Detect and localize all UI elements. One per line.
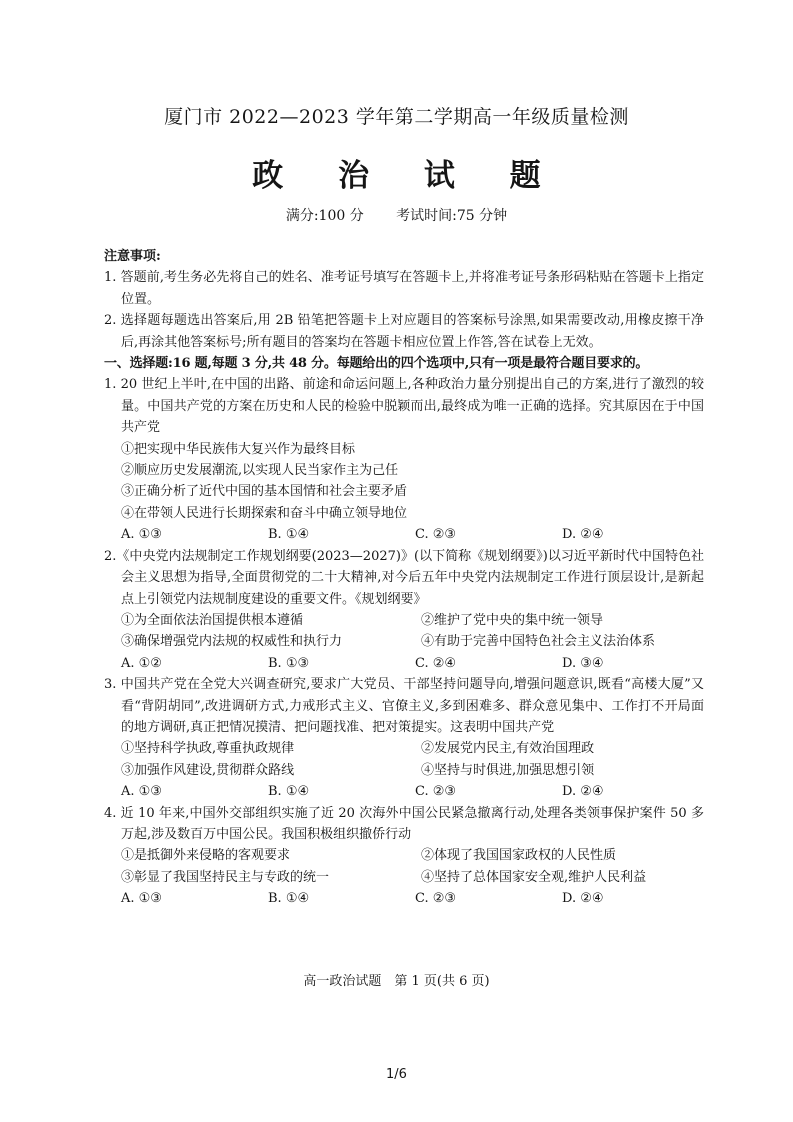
statement-list (104, 439, 704, 525)
exam-content (104, 246, 704, 910)
option-row (104, 653, 704, 674)
option-d: D. ②④ (562, 527, 604, 543)
notice-heading: 注意事项: (104, 249, 161, 264)
option-d: D. ③④ (562, 655, 604, 671)
statement: ②体现了我国国家政权的人民性质 (421, 848, 617, 864)
statement: ①把实现中华民族伟大复兴作为最终目标 (121, 441, 356, 457)
statement: ③确保增强党内法规的权威性和执行力 (121, 634, 343, 650)
statement: ④有助于完善中国特色社会主义法治体系 (421, 634, 656, 650)
option-row (104, 781, 704, 802)
page-number: 1/6 (386, 1067, 407, 1082)
question-stem: 4. 近 10 年来,中国外交部组织实施了近 20 次海外中国公民紧急撤离行动,处理各类领事保护案件 50 多万起,涉及数百万中国公民。我国积极组织撤侨行动 (104, 805, 704, 842)
statement: ④坚持了总体国家安全观,维护人民利益 (421, 869, 647, 885)
question-stem: 2.《中央党内法规制定工作规划纲要(2023—2027)》(以下简称《规划纲要》)以习近平新时代中国特色社会主义思想为指导,全面贯彻党的二十大精神,对今后五年中央党内法规制定工作进行顶层设计,是新起点上引领党内法规制度建设的重要文件。《规划纲要》 (104, 548, 704, 607)
option-b: B. ①④ (268, 527, 310, 543)
option-row (104, 524, 704, 545)
full-score: 满分:100 分 (285, 208, 364, 224)
exam-time: 考试时间:75 分钟 (396, 208, 508, 224)
option-b: B. ①④ (268, 784, 310, 800)
option-a: A. ①③ (121, 784, 162, 800)
statement: ①坚持科学执政,尊重执政规律 (121, 741, 295, 757)
option-row (104, 888, 704, 909)
statement: ④在带领人民进行长期探索和奋斗中确立领导地位 (121, 505, 408, 521)
option-b: B. ①④ (268, 891, 310, 907)
option-d: D. ②④ (562, 784, 604, 800)
notice-item: 2. 选择题每题选出答案后,用 2B 铅笔把答题卡上对应题目的答案标号涂黑,如果需要改动,用橡皮擦干净后,再涂其他答案标号;所有题目的答案均在答题卡相应位置上作答,答在试卷上无效。 (104, 313, 704, 350)
statement: ②顺应历史发展潮流,以实现人民当家作主为己任 (121, 463, 399, 479)
question-3 (104, 674, 704, 802)
statement: ①为全面依法治国提供根本遵循 (121, 612, 304, 628)
option-a: A. ①② (121, 655, 162, 671)
statement: ③彰显了我国坚持民主与专政的统一 (121, 869, 330, 885)
option-a: A. ①③ (121, 527, 162, 543)
notice-item: 1. 答题前,考生务必先将自己的姓名、准考证号填写在答题卡上,并将准考证号条形码粘贴在答题卡上指定位置。 (104, 270, 704, 307)
option-c: C. ②③ (415, 527, 457, 543)
question-1 (104, 374, 704, 545)
statement-list (104, 610, 704, 653)
statement: ④坚持与时俱进,加强思想引领 (421, 762, 595, 778)
option-c: C. ②④ (415, 655, 457, 671)
statement: ③正确分析了近代中国的基本国情和社会主要矛盾 (121, 484, 408, 500)
statement-list (104, 738, 704, 781)
statement: ①是抵御外来侵略的客观要求 (121, 848, 291, 864)
page-footer: 高一政治试题 第 1 页(共 6 页) (303, 974, 490, 989)
option-c: C. ②③ (415, 891, 457, 907)
exam-header: 厦门市 2022—2023 学年第二学期高一年级质量检测 (164, 106, 629, 128)
section-heading: 一、选择题:16 题,每题 3 分,共 48 分。每题给出的四个选项中,只有一项是最符合题目要求的。 (104, 356, 649, 372)
exam-title: 政 治 试 题 (252, 158, 563, 194)
question-4 (104, 803, 704, 910)
statement: ②发展党内民主,有效治国理政 (421, 741, 595, 757)
option-d: D. ②④ (562, 891, 604, 907)
question-2 (104, 546, 704, 674)
statement-list (104, 845, 704, 888)
option-a: A. ①③ (121, 891, 162, 907)
question-stem: 1. 20 世纪上半叶,在中国的出路、前途和命运问题上,各种政治力量分别提出自己的方案,进行了激烈的较量。中国共产党的方案在历史和人民的检验中脱颖而出,最终成为唯一正确的选择。究其原因在于中国共产党 (104, 377, 704, 436)
statement: ③加强作风建设,贯彻群众路线 (121, 762, 295, 778)
question-stem: 3. 中国共产党在全党大兴调查研究,要求广大党员、干部坚持问题导向,增强问题意识,既看“高楼大厦”又看“背阴胡同”,改进调研方式,力戒形式主义、官僚主义,多到困难多、群众意见集中、工作打不开局面的地方调研,真正把情况摸清、把问题找准、把对策提实。这表明中国共产党 (104, 677, 704, 735)
option-c: C. ②③ (415, 784, 457, 800)
score-line (0, 205, 793, 225)
option-b: B. ①③ (268, 655, 310, 671)
statement: ②维护了党中央的集中统一领导 (421, 612, 604, 628)
